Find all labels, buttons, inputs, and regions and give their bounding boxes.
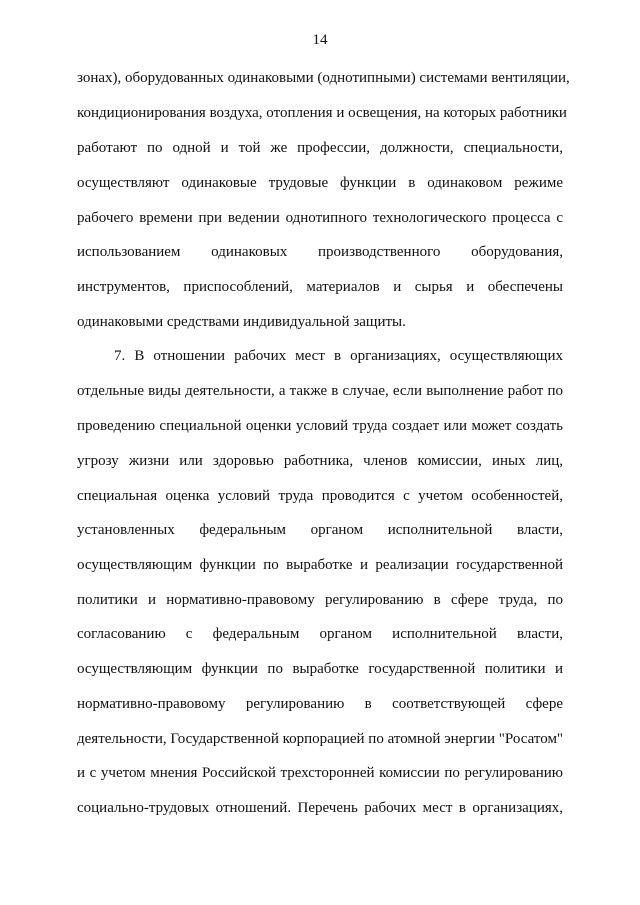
text-line: работают по одной и той же профессии, должности, специальности, [77,140,563,156]
text-line: одинаковыми средствами индивидуальной защиты. [77,314,406,330]
text-line: социально-трудовых отношений. Перечень рабочих мест в организациях, [77,800,563,816]
text-line: проведению специальной оценки условий труда создает или может создать [77,418,563,434]
text-line: угрозу жизни или здоровью работника, членов комиссии, иных лиц, [77,453,563,469]
page-number: 14 [312,32,328,48]
text-line: установленных федеральным органом исполнительной власти, [77,522,563,538]
text-line: кондиционирования воздуха, отопления и освещения, на которых работники [77,105,567,121]
text-line: зонах), оборудованных одинаковыми (однотипными) системами вентиляции, [77,70,570,86]
text-line: осуществляют одинаковые трудовые функции в одинаковом режиме [77,175,563,191]
text-line: 7. В отношении рабочих мест в организациях, осуществляющих [114,348,563,364]
text-line: рабочего времени при ведении однотипного технологического процесса с [77,210,563,226]
text-line: согласованию с федеральным органом исполнительной власти, [77,626,563,642]
text-line: политики и нормативно-правовому регулированию в сфере труда, по [77,592,563,608]
text-line: осуществляющим функции по выработке и реализации государственной [77,557,563,573]
text-line: инструментов, приспособлений, материалов и сырья и обеспечены [77,279,563,295]
text-line: нормативно-правовому регулированию в соответствующей сфере [77,696,563,712]
text-line: осуществляющим функции по выработке государственной политики и [77,661,563,677]
text-line: и с учетом мнения Российской трехсторонней комиссии по регулированию [77,765,563,781]
text-line: отдельные виды деятельности, а также в случае, если выполнение работ по [77,383,563,399]
text-line: специальная оценка условий труда проводится с учетом особенностей, [77,488,563,504]
text-line: деятельности, Государственной корпорацией по атомной энергии "Росатом" [77,731,564,747]
text-line: использованием одинаковых производственного оборудования, [77,244,563,260]
